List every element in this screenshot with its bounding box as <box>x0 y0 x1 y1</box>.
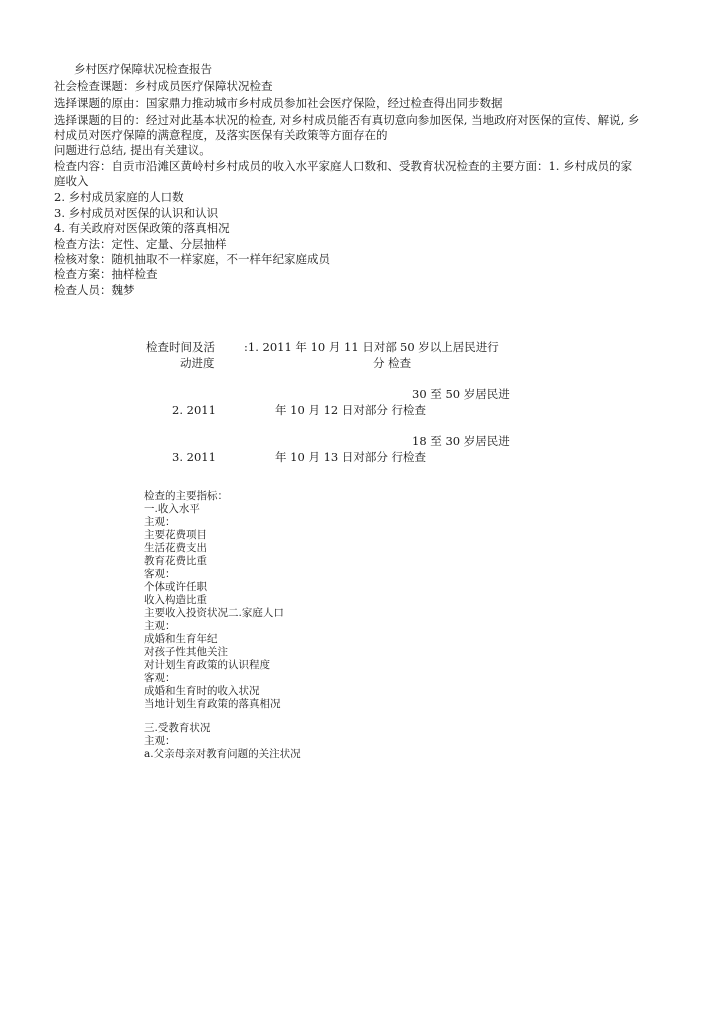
report-title: 乡村医疗保障状况检查报告 <box>74 62 212 76</box>
indicator-line: 主观： <box>144 620 176 632</box>
schedule-item: :1. 2011 年 10 月 11 日对部 <box>244 340 397 354</box>
schedule-item: 分 检查 <box>373 356 412 370</box>
indicator-line: 对孩子性其他关注 <box>144 646 228 658</box>
schedule-item: 3. 2011 <box>172 450 216 464</box>
header-line: 检查人员：魏梦 <box>54 283 135 297</box>
header-line: 选择课题的原由：国家鼎力推动城市乡村成员参加社会医疗保险，经过检查得出同步数据 <box>54 96 503 110</box>
indicator-line: 主观： <box>144 735 176 747</box>
indicator-line: 主要收入投资状况二.家庭人口 <box>144 607 284 619</box>
header-line: 检查方法：定性、定量、分层抽样 <box>54 237 227 251</box>
indicator-line: 检查的主要指标： <box>144 490 228 502</box>
header-line: 检查方案：抽样检查 <box>54 267 158 281</box>
indicator-line: 成婚和生育年纪 <box>144 633 218 645</box>
schedule-item: 年 10 月 12 日对部分 行检查 <box>275 403 427 417</box>
header-line: 检查内容：自贡市沿滩区黄岭村乡村成员的收入水平家庭人口数和、受教育状况检查的主要方面：1. 乡村成员的家 <box>54 159 633 173</box>
schedule-label: 检查时间及活 <box>146 340 215 354</box>
indicator-line: 教育花费比重 <box>144 555 207 567</box>
indicator-line: 收入构造比重 <box>144 594 207 606</box>
header-line: 4. 有关政府对医保政策的落真相况 <box>54 221 230 235</box>
indicator-line: 个体或许任职 <box>144 581 207 593</box>
header-line: 庭收入 <box>54 174 89 188</box>
header-line: 选择课题的目的：经过对此基本状况的检查, 对乡村成员能否有真切意向参加医保, 当地政府对医保的宣传、解说, 乡 <box>54 113 640 127</box>
indicator-line: 主观： <box>144 516 176 528</box>
indicator-line: 一.收入水平 <box>144 503 200 515</box>
header-line: 3. 乡村成员对医保的认识和认识 <box>54 206 219 220</box>
indicator-line: 主要花费项目 <box>144 529 207 541</box>
schedule-item: 50 岁以上居民进行 <box>400 340 499 354</box>
indicator-line: 对计划生育政策的认识程度 <box>144 659 270 671</box>
indicator-line: 三.受教育状况 <box>144 722 211 734</box>
schedule-item: 年 10 月 13 日对部分 行检查 <box>275 450 427 464</box>
header-line: 2. 乡村成员家庭的人口数 <box>54 190 184 204</box>
header-line: 问题进行总结, 提出有关建议。 <box>54 143 211 157</box>
schedule-label: 动进度 <box>180 356 215 370</box>
indicator-line: 生活花费支出 <box>144 542 207 554</box>
indicator-line: 成婚和生育时的收入状况 <box>144 685 260 697</box>
schedule-item: 2. 2011 <box>172 403 216 417</box>
schedule-item: 18 至 30 岁居民进 <box>412 434 510 448</box>
indicator-line: 当地计划生育政策的落真相况 <box>144 698 281 710</box>
header-line: 检核对象：随机抽取不一样家庭，不一样年纪家庭成员 <box>54 252 330 266</box>
header-line: 村成员对医疗保障的满意程度，及落实医保有关政策等方面存在的 <box>54 128 388 142</box>
indicator-line: 客观： <box>144 568 176 580</box>
indicator-line: a.父亲母亲对教育问题的关注状况 <box>144 748 301 760</box>
indicator-line: 客观： <box>144 672 176 684</box>
schedule-item: 30 至 50 岁居民进 <box>412 387 510 401</box>
header-line: 社会检查课题：乡村成员医疗保障状况检查 <box>54 79 273 93</box>
